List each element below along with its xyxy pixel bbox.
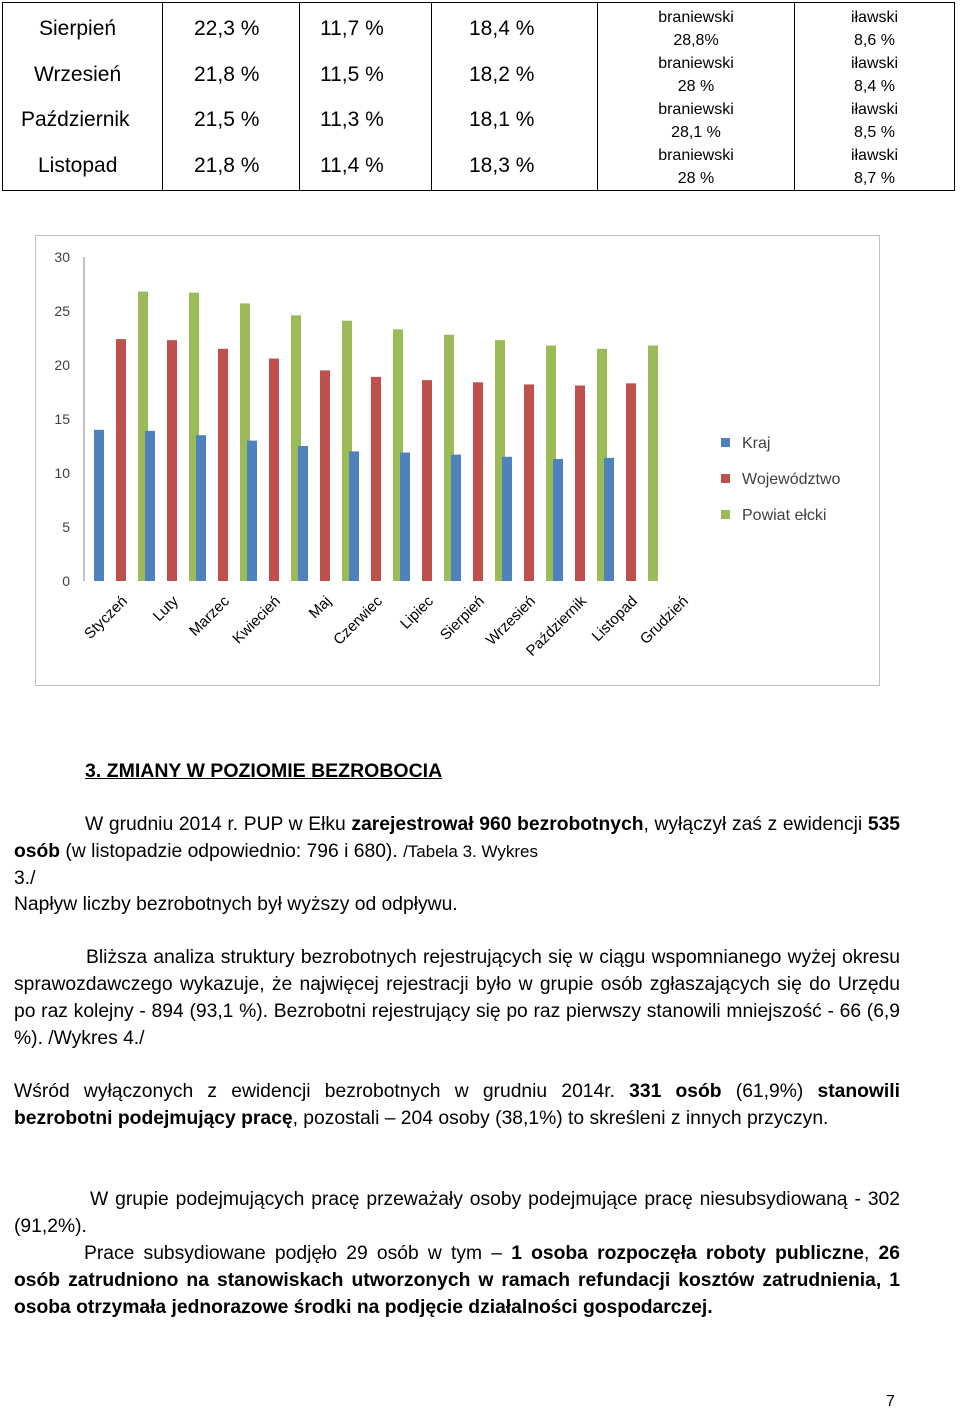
bar-kraj: [349, 451, 359, 581]
min-name: iławski: [850, 9, 899, 26]
p4-bold-work: stanowili bezrobotni podejmujący pracę: [14, 1081, 900, 1129]
x-tick-label: Kwiecień: [229, 592, 284, 648]
bar-województwo: [218, 349, 228, 581]
bar-kraj: [196, 435, 206, 581]
bar-powiat-ełcki: [648, 346, 658, 581]
bar-województwo: [626, 383, 636, 581]
woj-cell: 11,5 %: [320, 63, 384, 86]
bar-kraj: [451, 455, 461, 581]
p1-bold-removed: 535 osób: [14, 814, 901, 862]
woj-cell: 11,7 %: [320, 17, 384, 40]
p1-text: , wyłączył zaś z ewidencji: [643, 814, 868, 835]
p4-text: (61,9%): [721, 1081, 818, 1102]
max-value: 28 %: [677, 78, 715, 95]
kraj-cell: 22,3 %: [194, 17, 260, 40]
y-tick-label: 20: [54, 357, 70, 373]
kraj-cell: 21,8 %: [194, 154, 260, 177]
p6-text: ,: [864, 1243, 879, 1264]
powiat-cell: 18,1 %: [469, 108, 535, 131]
p1-text: W grudniu 2014 r. PUP w Ełku: [85, 814, 352, 835]
paragraph-5: W grupie podejmujących pracę przeważały osoby podejmujące pracę niesubsydiowaną - 302 (91,2%).: [14, 1189, 900, 1237]
bar-województwo: [116, 339, 126, 581]
y-tick-label: 10: [54, 465, 70, 481]
bar-województwo: [575, 386, 585, 581]
min-name: iławski: [850, 55, 899, 72]
bar-kraj: [298, 446, 308, 581]
bar-kraj: [145, 431, 155, 581]
x-tick-label: Maj: [305, 592, 335, 622]
legend-label: Powiat ełcki: [742, 507, 827, 524]
unemployment-table: [2, 2, 955, 191]
y-tick-label: 15: [54, 411, 70, 427]
month-cell: Wrzesień: [34, 63, 122, 86]
woj-cell: 11,3 %: [320, 108, 384, 131]
paragraph-6: [14, 1240, 900, 1321]
paragraph-1-end: 3./: [14, 868, 36, 889]
kraj-column: [163, 3, 300, 191]
bar-kraj: [553, 459, 563, 581]
p6-bold-public-works: 1 osoba rozpoczęła roboty publiczne: [511, 1243, 864, 1264]
x-tick-label: Wrzesień: [482, 592, 539, 649]
x-tick-label: Lipiec: [397, 592, 437, 633]
bar-województwo: [320, 370, 330, 581]
y-tick-label: 25: [54, 303, 70, 319]
powiat-column: [432, 3, 598, 191]
paragraph-2: Napływ liczby bezrobotnych był wyższy od odpływu.: [14, 894, 458, 915]
p6-text: Prace subsydiowane podjęło 29 osób w tym –: [84, 1243, 512, 1264]
x-tick-label: Listopad: [588, 592, 641, 645]
max-name: braniewski: [658, 9, 734, 26]
y-tick-label: 5: [62, 519, 70, 535]
x-tick-label: Sierpień: [436, 592, 488, 644]
max-powiat-column: [598, 3, 795, 191]
bar-kraj: [400, 452, 410, 581]
bar-województwo: [371, 377, 381, 581]
x-tick-label: Styczeń: [81, 592, 131, 643]
paragraph-4: [14, 1078, 900, 1132]
powiat-cell: 18,2 %: [469, 63, 535, 86]
bar-województwo: [473, 382, 483, 581]
kraj-cell: 21,8 %: [194, 63, 260, 86]
wojewodztwo-column: [300, 3, 432, 191]
min-value: 8,7 %: [854, 170, 895, 187]
section-heading: 3. ZMIANY W POZIOMIE BEZROBOCIA: [85, 760, 443, 782]
bar-kraj: [247, 441, 257, 581]
min-name: iławski: [850, 101, 899, 118]
p1-table-ref: /Tabela 3. Wykres: [403, 842, 539, 861]
bar-kraj: [502, 457, 512, 581]
month-cell: Listopad: [38, 154, 118, 177]
y-tick-label: 0: [62, 573, 70, 589]
min-value: 8,5 %: [854, 124, 895, 141]
bar-województwo: [269, 359, 279, 581]
min-value: 8,6 %: [854, 32, 895, 49]
kraj-cell: 21,5 %: [194, 108, 260, 131]
min-name: iławski: [850, 147, 899, 164]
max-name: braniewski: [658, 101, 734, 118]
max-value: 28,1 %: [671, 124, 721, 141]
x-tick-label: Marzec: [186, 592, 233, 640]
month-column: [3, 3, 163, 191]
p1-bold-registered: zarejestrował 960 bezrobotnych: [351, 814, 644, 835]
page-number: 7: [886, 1393, 895, 1410]
bar-województwo: [422, 380, 432, 581]
legend-label: Województwo: [742, 471, 841, 488]
x-tick-label: Październik: [522, 592, 590, 660]
max-value: 28 %: [677, 170, 715, 187]
x-tick-label: Czerwiec: [330, 592, 386, 649]
p6-bold-refund: 26 osób zatrudniono na stanowiskach utworzonych w ramach refundacji kosztów zatrudnienia, 1 osoba otrzymała jednorazowe środki na podjęcie działalności gospodarczej.: [14, 1243, 900, 1318]
x-tick-label: Luty: [149, 592, 182, 625]
paragraph-3: Bliższa analiza struktury bezrobotnych rejestrujących się w ciągu wspomnianego wyżej okresu sprawozdawczego wykazuje, że najwięcej rejestracji było w grupie osób zgłaszających się do Urzędu po raz kolejny - 894 (93,1 %). Bezrobotni rejestrujący się po raz pierwszy stanowili mniejszość - 66 (6,9 %). /Wykres 4./: [14, 947, 900, 1049]
paragraph-1: [14, 811, 900, 865]
max-value: 28,8%: [673, 32, 719, 49]
powiat-cell: 18,4 %: [469, 17, 535, 40]
unemployment-chart: [35, 235, 880, 686]
max-name: braniewski: [658, 147, 734, 164]
y-tick-label: 30: [54, 249, 70, 265]
legend-swatch: [721, 474, 730, 483]
p1-text: (w listopadzie odpowiednio: 796 i 680).: [60, 841, 404, 862]
bar-województwo: [524, 384, 534, 581]
powiat-cell: 18,3 %: [469, 154, 535, 177]
bar-kraj: [94, 430, 104, 581]
p4-text: , pozostali – 204 osoby (38,1%) to skreśleni z innych przyczyn.: [292, 1108, 829, 1129]
chart-svg: [36, 236, 879, 685]
legend-swatch: [721, 510, 730, 519]
month-cell: Październik: [21, 108, 130, 131]
month-cell: Sierpień: [39, 17, 117, 40]
legend-label: Kraj: [742, 435, 771, 452]
p4-bold-count: 331 osób: [629, 1081, 722, 1102]
legend-swatch: [721, 438, 730, 447]
min-powiat-column: [795, 3, 955, 191]
bar-województwo: [167, 340, 177, 581]
p4-text: Wśród wyłączonych z ewidencji bezrobotnych w grudniu 2014r.: [14, 1081, 630, 1102]
woj-cell: 11,4 %: [320, 154, 384, 177]
bar-kraj: [604, 458, 614, 581]
min-value: 8,4 %: [854, 78, 895, 95]
max-name: braniewski: [658, 55, 734, 72]
x-tick-label: Grudzień: [636, 592, 692, 648]
